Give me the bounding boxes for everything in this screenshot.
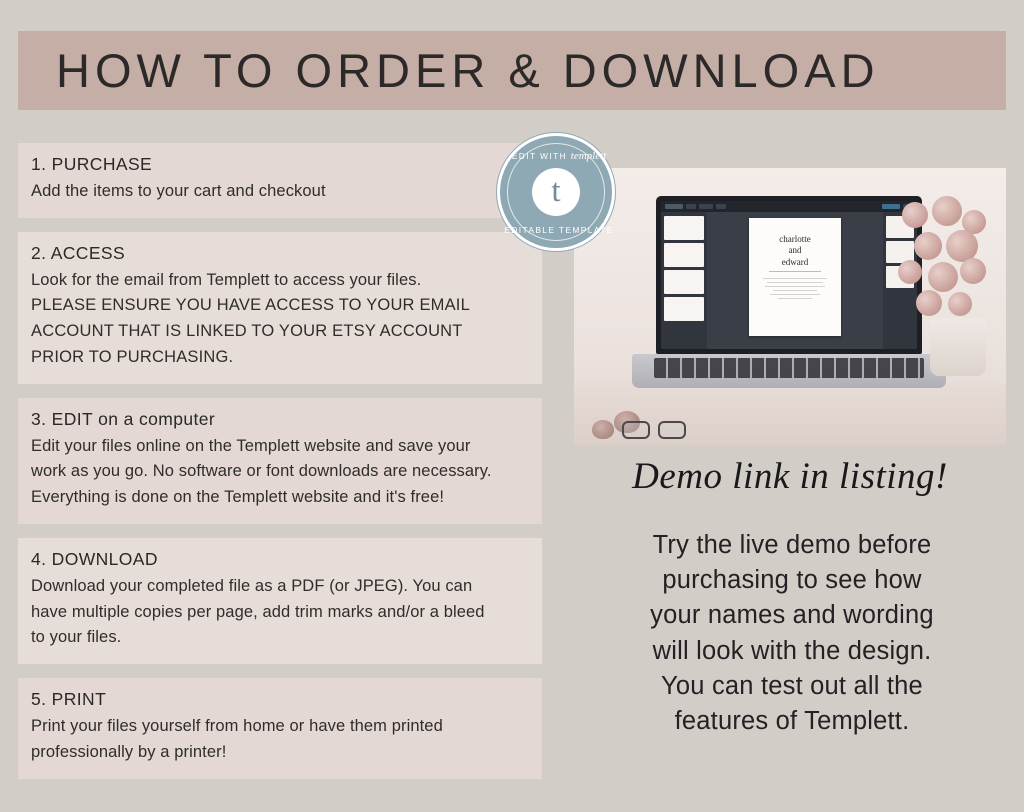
step-line: PRIOR TO PURCHASING. xyxy=(31,347,234,366)
header-banner xyxy=(18,31,1006,110)
step-block-edit xyxy=(18,398,542,524)
step-block-print xyxy=(18,678,542,778)
card-text-line xyxy=(765,286,825,288)
step-line: work as you go. No software or font downloads are necessary. xyxy=(31,462,492,481)
demo-line: You can test out all the xyxy=(661,671,923,700)
toolbar-button xyxy=(686,204,696,209)
steps-column xyxy=(18,143,542,793)
demo-line: your names and wording xyxy=(650,601,934,630)
dried-flowers xyxy=(892,196,1000,376)
demo-line: purchasing to see how xyxy=(662,566,922,595)
invitation-card xyxy=(749,218,841,336)
template-thumbnail xyxy=(664,243,704,267)
editor-canvas xyxy=(707,212,883,349)
card-text-line xyxy=(763,278,827,280)
invitation-amp: and xyxy=(788,245,802,256)
editor-body xyxy=(661,212,917,349)
laptop-photo xyxy=(574,168,1006,445)
glasses-lens xyxy=(658,421,686,439)
template-thumbnail xyxy=(664,297,704,321)
badge-top-prefix: EDIT WITH xyxy=(511,151,568,161)
templett-monogram-icon: t xyxy=(532,168,580,216)
eyeglasses xyxy=(622,415,696,439)
font-name-field xyxy=(699,204,713,209)
step-line: Everything is done on the Templett website and it's free! xyxy=(31,488,445,507)
invitation-name-second: edward xyxy=(781,256,809,267)
step-title: 3. EDIT on a computer xyxy=(31,408,216,429)
badge-brand: templett xyxy=(570,150,607,162)
step-title: 5. PRINT xyxy=(31,689,107,710)
demo-link-heading: Demo link in listing! xyxy=(632,456,948,497)
step-line: Look for the email from Templett to access your files. xyxy=(31,270,422,289)
card-text-line xyxy=(773,290,817,292)
step-line: Add the items to your cart and checkout xyxy=(31,182,326,200)
step-line: Print your files yourself from home or have them printed xyxy=(31,717,443,736)
laptop-keyboard xyxy=(654,358,924,378)
step-title: 1. PURCHASE xyxy=(31,154,153,174)
editor-toolbar xyxy=(661,201,917,212)
page-title: HOW TO ORDER & DOWNLOAD xyxy=(56,44,880,97)
step-line: ACCOUNT THAT IS LINKED TO YOUR ETSY ACCOUNT xyxy=(31,322,463,341)
step-title: 4. DOWNLOAD xyxy=(31,548,158,569)
divider xyxy=(769,271,821,272)
flower-vase xyxy=(930,318,986,376)
step-block-purchase xyxy=(18,143,542,218)
template-thumbnail xyxy=(664,216,704,240)
demo-description xyxy=(566,528,1018,739)
glasses-lens xyxy=(622,421,650,439)
pinecone xyxy=(592,420,614,439)
editor-logo xyxy=(665,204,683,209)
demo-line: Try the live demo before xyxy=(652,531,932,559)
editable-template-badge xyxy=(497,133,615,251)
editor-left-panel xyxy=(661,212,707,349)
demo-line: features of Templett. xyxy=(674,706,910,735)
template-thumbnail xyxy=(664,270,704,294)
badge-bottom-text: EDITABLE TEMPLATE xyxy=(504,225,614,235)
card-text-line xyxy=(770,294,820,296)
step-line: to your files. xyxy=(31,628,122,647)
templett-editor-preview xyxy=(661,201,917,349)
toolbar-button xyxy=(716,204,726,209)
step-title: 2. ACCESS xyxy=(31,242,126,263)
step-line: have multiple copies per page, add trim marks and/or a bleed xyxy=(31,602,485,621)
step-line: professionally by a printer! xyxy=(31,742,227,761)
laptop-screen xyxy=(656,196,922,354)
step-line: PLEASE ENSURE YOU HAVE ACCESS TO YOUR EMAIL xyxy=(31,296,470,315)
step-block-access xyxy=(18,232,542,384)
card-text-line xyxy=(778,298,812,300)
invitation-name-first: charlotte xyxy=(779,234,811,244)
demo-line: will look with the design. xyxy=(652,636,932,665)
step-line: Download your completed file as a PDF (or JPEG). You can xyxy=(31,576,473,595)
card-text-line xyxy=(767,282,823,284)
badge-top-text xyxy=(500,150,618,162)
step-line: Edit your files online on the Templett website and save your xyxy=(31,436,471,455)
step-block-download xyxy=(18,538,542,664)
